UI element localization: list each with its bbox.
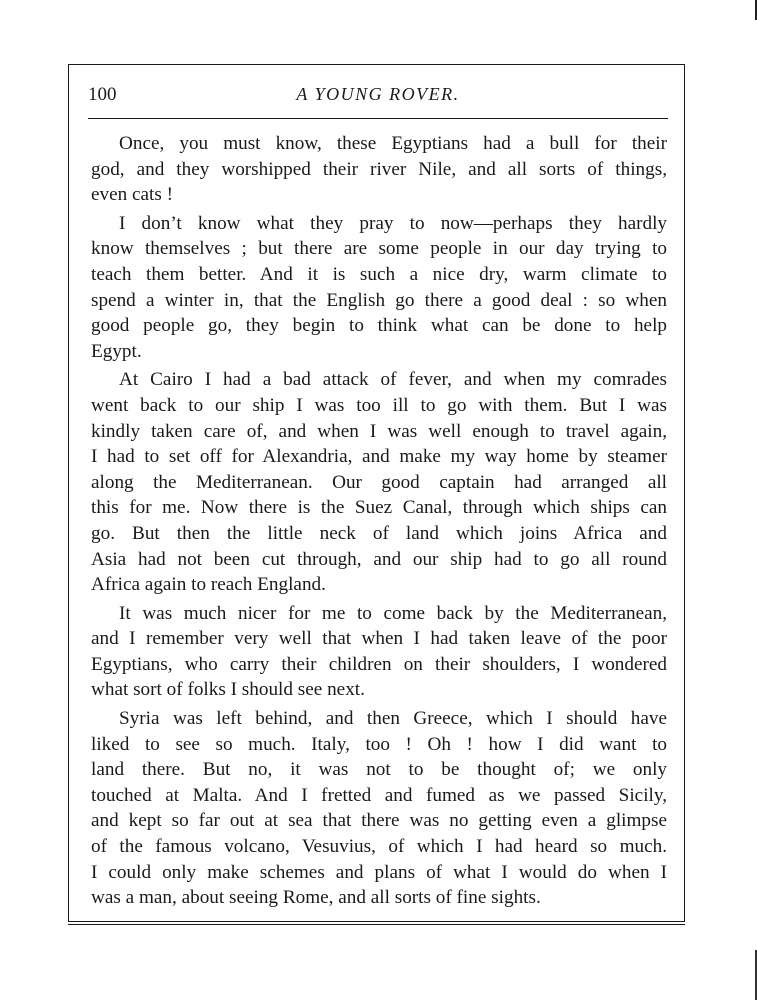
paragraph <box>91 601 667 703</box>
text-line: and I remember very well that when I had taken leave of the poor <box>91 628 667 650</box>
text-line: I could only make schemes and plans of what I would do when I <box>91 861 667 883</box>
paragraph <box>91 211 667 365</box>
paragraph <box>91 706 667 911</box>
text-line: Asia had not been cut through, and our ship had to go all round <box>91 548 667 570</box>
text-line: touched at Malta. And I fretted and fumed as we passed Sicily, <box>91 784 667 806</box>
text-line: was a man, about seeing Rome, and all sorts of fine sights. <box>91 887 541 909</box>
text-line: god, and they worshipped their river Nile, and all sorts of things, <box>91 158 667 180</box>
text-line: go. But then the little neck of land which joins Africa and <box>91 522 667 544</box>
text-line: I had to set off for Alexandria, and make my way home by steamer <box>91 446 667 468</box>
text-line: went back to our ship I was too ill to go with them. But I was <box>91 394 667 416</box>
text-line: I don’t know what they pray to now—perhaps they hardly <box>119 212 667 234</box>
text-line: this for me. Now there is the Suez Canal, through which ships can <box>91 497 667 519</box>
text-line: what sort of folks I should see next. <box>91 679 365 701</box>
text-line: even cats ! <box>91 184 174 206</box>
text-line: of the famous volcano, Vesuvius, of which I had heard so much. <box>91 836 667 858</box>
body-text <box>91 131 667 914</box>
text-line: kindly taken care of, and when I was well enough to travel again, <box>91 420 667 442</box>
text-line: It was much nicer for me to come back by the Mediterranean, <box>119 602 667 624</box>
text-line: land there. But no, it was not to be thought of; we only <box>91 759 667 781</box>
text-line: good people go, they begin to think what can be done to help <box>91 315 667 337</box>
text-line: and kept so far out at sea that there was no getting even a glimpse <box>91 810 667 832</box>
text-line: Egyptians, who carry their children on their shoulders, I wondered <box>91 653 667 675</box>
text-line: know themselves ; but there are some people in our day trying to <box>91 238 667 260</box>
text-line: At Cairo I had a bad attack of fever, and when my comrades <box>119 369 667 391</box>
text-line: along the Mediterranean. Our good captain had arranged all <box>91 471 667 493</box>
text-line: liked to see so much. Italy, too ! Oh ! how I did want to <box>91 733 667 755</box>
running-head <box>88 84 668 110</box>
paragraph <box>91 131 667 208</box>
text-line: Syria was left behind, and then Greece, which I should have <box>119 708 667 730</box>
paragraph <box>91 367 667 597</box>
running-title: A YOUNG ROVER. <box>296 84 460 104</box>
text-line: Egypt. <box>91 340 142 362</box>
text-line: Africa again to reach England. <box>91 574 326 596</box>
text-line: spend a winter in, that the English go there a good deal : so when <box>91 289 667 311</box>
header-rule <box>88 118 668 119</box>
page-number: 100 <box>88 84 117 105</box>
text-line: Once, you must know, these Egyptians had a bull for their <box>119 133 667 154</box>
page-border-bottom-rule <box>68 924 685 925</box>
text-line: teach them better. And it is such a nice dry, warm climate to <box>91 263 667 285</box>
